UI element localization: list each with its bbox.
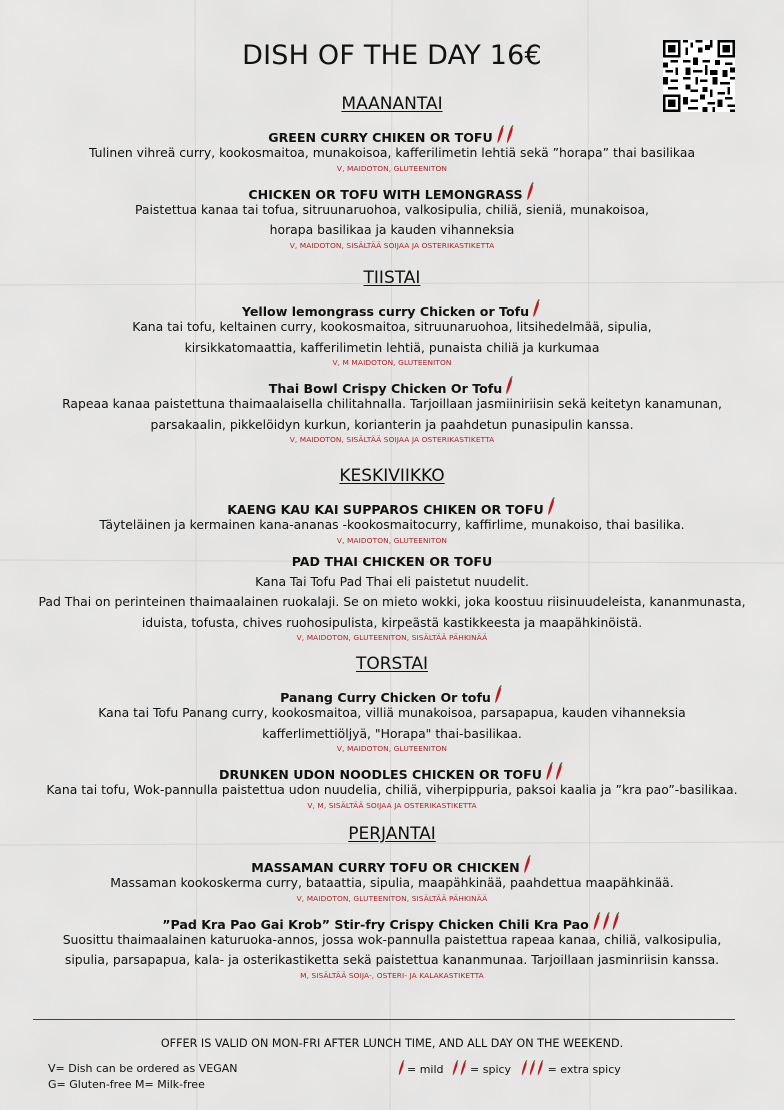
dish-diet-tags: M, SISÄLTÄÄ SOIJA-, OSTERI- JA KALAKASTIKETTA xyxy=(300,970,484,980)
dish-description-line: parsakaalin, pikkelöidyn kurkun, korianterin ja paahdetun punasipulin kanssa. xyxy=(150,416,634,432)
dish-diet-tags: V, MAIDOTON, GLUTEENITON xyxy=(336,535,448,545)
dish-description-line: Suosittu thaimaalainen katuruoka-annos, jossa wok-pannulla paistettua rapeaa kanaa, chiliä, valkosipulia, xyxy=(62,931,722,947)
day-heading: MAANANTAI xyxy=(341,94,443,114)
dish-title xyxy=(0,685,784,707)
dish-title-text: Thai Bowl Crispy Chicken Or Tofu xyxy=(268,381,503,396)
dish-description-line: iduista, tofusta, chives ruohosipulista, kirpeästä kastikkeesta ja maapähkinöistä. xyxy=(141,614,643,630)
dish-description-line: kirsikkatomaattia, kafferilimetin lehtiä, punaista chiliä ja kurkumaa xyxy=(184,339,600,355)
legend-vegan: V= Dish can be ordered as VEGAN xyxy=(48,1062,238,1075)
dish-title xyxy=(0,497,784,519)
legend-spicy-label: = spicy xyxy=(470,1063,512,1076)
dish-title-text: CHICKEN OR TOFU WITH LEMONGRASS xyxy=(248,186,523,202)
dish-diet-tags: V, MAIDOTON, GLUTEENITON xyxy=(336,744,448,753)
dish-diet-tags: V, MAIDOTON, SISÄLTÄÄ SOIJAA JA OSTERIKASTIKETTA xyxy=(289,435,495,444)
chili-pepper-icon xyxy=(526,182,536,204)
dish-description-line: Tulinen vihreä curry, kookosmaitoa, munakoisoa, kafferilimetin lehtiä sekä ”horapa” thai basilikaa xyxy=(88,145,696,160)
chili-pepper-icon xyxy=(505,376,515,398)
dish-title-text: Yellow lemongrass curry Chicken or Tofu xyxy=(241,304,530,319)
day-heading: KESKIVIIKKO xyxy=(339,466,445,486)
dish-title-text: ”Pad Kra Pao Gai Krob” Stir-fry Crispy Chicken Chili Kra Pao xyxy=(162,916,589,932)
dish-description-line: Paistettua kanaa tai tofua, sitruunaruohoa, valkosipulia, chiliä, sieniä, munakoisoa, xyxy=(134,201,649,217)
dish-title xyxy=(0,855,784,877)
offer-note: OFFER IS VALID ON MON-FRI AFTER LUNCH TIME, AND ALL DAY ON THE WEEKEND. xyxy=(160,1037,624,1050)
day-heading: TORSTAI xyxy=(355,654,429,674)
dish-title-text: GREEN CURRY CHIKEN OR TOFU xyxy=(268,130,493,145)
dish-description-line: Kana tai tofu, Wok-pannulla paistettua udon nuudelia, chiliä, viherpippuria, paksoi kaalia ja ”kra pao”-basilikaa. xyxy=(46,782,738,797)
dish-description-line: Rapeaa kanaa paistettuna thaimaalaisella chilitahnalla. Tarjoillaan jasmiiniriisin sekä keitetyn kanamunan, xyxy=(62,396,722,411)
dish-title xyxy=(0,182,784,204)
chili-pepper-icon xyxy=(496,125,516,147)
chili-pepper-icon xyxy=(592,912,622,934)
dish-title xyxy=(0,554,784,569)
legend-mild-chili-icon xyxy=(397,1060,407,1079)
legend-extra-spicy-chili-icon xyxy=(518,1060,548,1079)
dish-diet-tags: V, MAIDOTON, GLUTEENITON, SISÄLTÄÄ PÄHKINÄÄ xyxy=(296,633,488,642)
dish-title-text: Panang Curry Chicken Or tofu xyxy=(280,690,491,705)
legend-spicy-chili-icon xyxy=(450,1060,470,1079)
chili-pepper-icon xyxy=(494,685,504,707)
chili-pepper-icon xyxy=(545,762,565,784)
dish-title xyxy=(0,125,784,147)
page-title: DISH OF THE DAY 16€ xyxy=(242,40,542,71)
dish-diet-tags: V, M, SISÄLTÄÄ SOIJAA JA OSTERIKASTIKETTA xyxy=(307,800,477,810)
dish-description-line: horapa basilikaa ja kauden vihanneksia xyxy=(269,222,515,237)
chili-pepper-icon xyxy=(523,855,533,877)
dish-diet-tags: V, MAIDOTON, GLUTEENITON xyxy=(336,163,448,173)
dish-description-line: Kana tai Tofu Panang curry, kookosmaitoa, villiä munakoisoa, parsapapua, kauden vihanneksia xyxy=(98,705,686,720)
dish-description-line: sipulia, parsapapua, kala- ja osterikastiketta sekä paistettua kananmunaa. Tarjoillaan jasminriisin kanssa. xyxy=(64,952,720,967)
dish-title xyxy=(0,299,784,321)
legend-spice xyxy=(394,1060,621,1079)
dish-title-text: KAENG KAU KAI SUPPAROS CHIKEN OR TOFU xyxy=(227,502,544,517)
chili-pepper-icon xyxy=(532,299,542,321)
legend-mild-label: = mild xyxy=(407,1063,444,1076)
day-heading: TIISTAI xyxy=(363,268,421,288)
dish-description-line: kafferlimettiöljyä, "Horapa" thai-basilikaa. xyxy=(262,725,522,741)
dish-title-text: PAD THAI CHICKEN OR TOFU xyxy=(291,553,493,569)
day-heading: PERJANTAI xyxy=(348,824,436,844)
dish-title xyxy=(0,376,784,398)
legend-gluten-milk: G= Gluten-free M= Milk-free xyxy=(48,1078,205,1091)
dish-title-text: MASSAMAN CURRY TOFU OR CHICKEN xyxy=(251,860,520,875)
dish-title-text: DRUNKEN UDON NOODLES CHICKEN OR TOFU xyxy=(219,767,542,782)
dish-description-line: Massaman kookoskerma curry, bataattia, sipulia, maapähkinää, paahdettua maapähkinää. xyxy=(110,875,674,890)
dish-description-line: Kana tai tofu, keltainen curry, kookosmaitoa, sitruunaruohoa, litsihedelmää, sipulia, xyxy=(132,319,652,334)
chili-pepper-icon xyxy=(547,497,557,519)
dish-title xyxy=(0,912,784,934)
footer-divider xyxy=(33,1019,735,1020)
dish-description-line: Pad Thai on perinteinen thaimaalainen ruokalaji. Se on mieto wokki, joka koostuu riisinuudeleista, kananmunasta, xyxy=(38,594,746,609)
dish-description-line: Kana Tai Tofu Pad Thai eli paistetut nuudelit. xyxy=(255,573,529,589)
dish-title xyxy=(0,762,784,784)
dish-diet-tags: V, M MAIDOTON, GLUTEENITON xyxy=(332,358,452,367)
dish-diet-tags: V, MAIDOTON, GLUTEENITON, SISÄLTÄÄ PÄHKINÄÄ xyxy=(296,893,488,903)
dish-diet-tags: V, MAIDOTON, SISÄLTÄÄ SOIJAA JA OSTERIKASTIKETTA xyxy=(289,240,495,250)
legend-extra-spicy-label: = extra spicy xyxy=(547,1063,621,1076)
dish-description-line: Täyteläinen ja kermainen kana-ananas -kookosmaitocurry, kaffirlime, munakoiso, thai basilika. xyxy=(99,517,685,532)
